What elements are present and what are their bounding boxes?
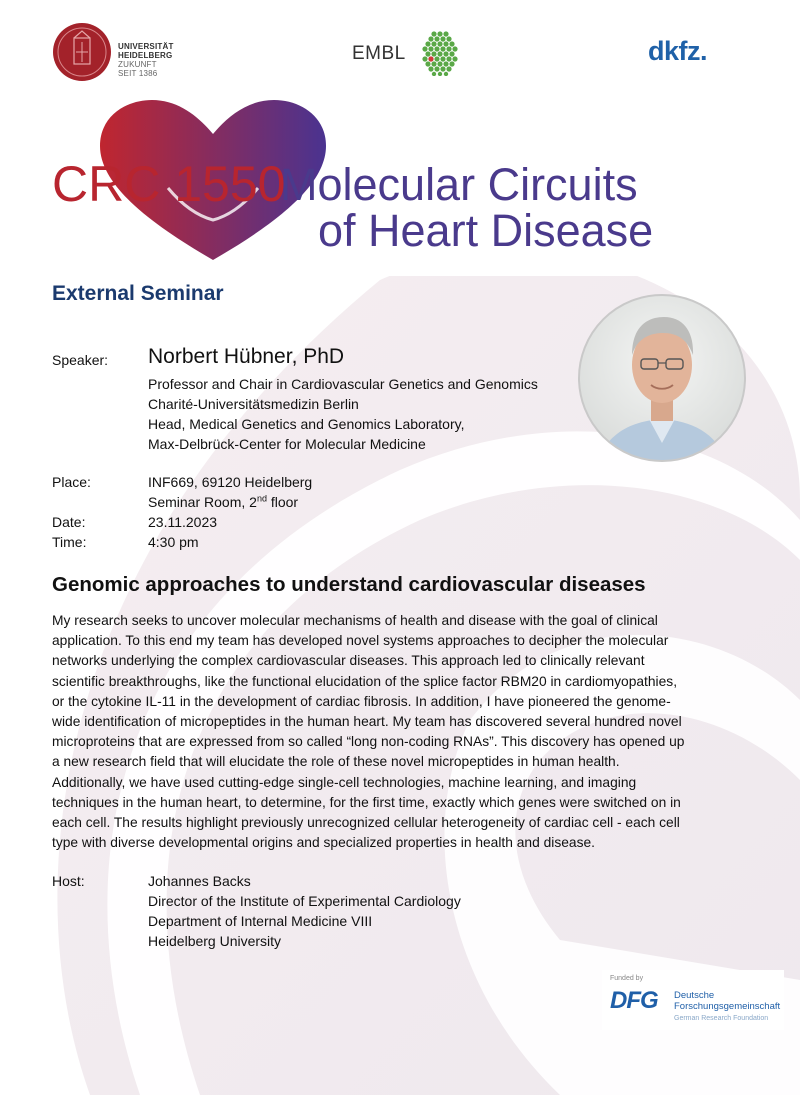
place-floor-suffix: nd <box>256 493 267 504</box>
dfg-name-line2: Forschungsgemeinschaft <box>674 1001 781 1012</box>
speaker-affiliation-1: Charité-Universitätsmedizin Berlin <box>148 396 359 412</box>
abstract-line: networks underlying the complex cardiovascular diseases. This approach led to clinically relevant <box>52 653 645 669</box>
speaker-portrait <box>577 293 747 463</box>
place-label: Place: <box>52 474 91 490</box>
abstract-line: a new research field that will elucidate the role of these novel micropeptides in human health. <box>52 754 620 770</box>
abstract-line: microproteins that are expressed from so called “long non-coding RNAs”. This discovery has opened up <box>52 734 685 750</box>
banner-title-line2: of Heart Disease <box>318 205 654 256</box>
abstract-line: or the cytokine IL-11 in the development of cardiac fibrosis. In addition, I have pioneered the genome- <box>52 693 671 709</box>
heidelberg-line3: ZUKUNFT <box>118 60 157 69</box>
host-line: Heidelberg University <box>148 933 282 949</box>
time-value: 4:30 pm <box>148 534 199 550</box>
abstract-line: Additionally, we have used cutting-edge single-cell technologies, machine learning, and imaging <box>52 774 637 790</box>
abstract-line: application. To this end my team has developed novel systems approaches to decipher the molecular <box>52 633 669 649</box>
abstract <box>52 611 752 853</box>
dfg-name <box>674 990 780 1012</box>
heidelberg-seal-logo <box>52 22 112 82</box>
dfg-funded-by: Funded by <box>610 975 644 982</box>
embl-wordmark: EMBL <box>352 43 406 64</box>
heidelberg-line2: HEIDELBERG <box>118 51 173 60</box>
date-value: 23.11.2023 <box>148 514 218 530</box>
host-line: Department of Internal Medicine VIII <box>148 913 373 929</box>
dfg-mark: DFG <box>610 987 658 1014</box>
abstract-line: scientific breakthroughs, like the functional elucidation of the splice factor RBM20 in cardiomyopathies, <box>52 673 678 689</box>
place-line1: INF669, 69120 Heidelberg <box>148 474 313 490</box>
abstract-line: wide identification of micropeptides in the human heart. My team has discovered several hundred novel <box>52 714 682 730</box>
dkfz-logo: dkfz. <box>648 36 708 66</box>
date-label: Date: <box>52 514 86 530</box>
abstract-line: techniques in the human heart, to determine, for the first time, exactly which genes were switched on in <box>52 794 681 810</box>
host-line: Director of the Institute of Experimental Cardiology <box>148 893 461 909</box>
speaker-affiliation-3: Max-Delbrück-Center for Molecular Medicine <box>148 436 426 452</box>
dfg-funding-logo <box>602 970 784 1030</box>
heidelberg-line4: SEIT 1386 <box>118 69 158 78</box>
crc1550-banner <box>38 88 688 276</box>
place-room: Seminar Room, 2 <box>148 494 257 510</box>
heidelberg-line1: UNIVERSITÄT <box>118 42 174 51</box>
talk-title: Genomic approaches to understand cardiovascular diseases <box>52 573 646 596</box>
crc-label: CRC 1550 <box>52 156 286 212</box>
dfg-subtitle: German Research Foundation <box>674 1015 769 1022</box>
host-label: Host: <box>52 873 85 889</box>
abstract-line: each cell. The results highlight previously unrecognized cellular heterogeneity of cardiac cell - each cell <box>52 815 680 831</box>
heidelberg-wordmark <box>118 42 174 78</box>
speaker-label: Speaker: <box>52 352 109 368</box>
place-floor-word: floor <box>266 494 299 510</box>
speaker-name: Norbert Hübner, PhD <box>148 345 345 368</box>
abstract-line: My research seeks to uncover molecular mechanisms of health and disease with the goal of clinical <box>52 613 658 628</box>
time-label: Time: <box>52 534 87 550</box>
abstract-line: type with diverse developmental origins and specialized properties in health and disease. <box>52 835 596 851</box>
place-line2 <box>148 492 298 512</box>
dfg-name-line1: Deutsche <box>674 990 715 1001</box>
speaker-affiliation-2: Head, Medical Genetics and Genomics Laboratory, <box>148 416 465 432</box>
host-name: Johannes Backs <box>148 873 251 889</box>
seminar-heading: External Seminar <box>52 282 224 305</box>
speaker-affiliation-0: Professor and Chair in Cardiovascular Genetics and Genomics <box>148 376 538 392</box>
banner-title-line1: Molecular Circuits <box>280 159 638 210</box>
embl-hexagon-logo <box>418 30 462 76</box>
